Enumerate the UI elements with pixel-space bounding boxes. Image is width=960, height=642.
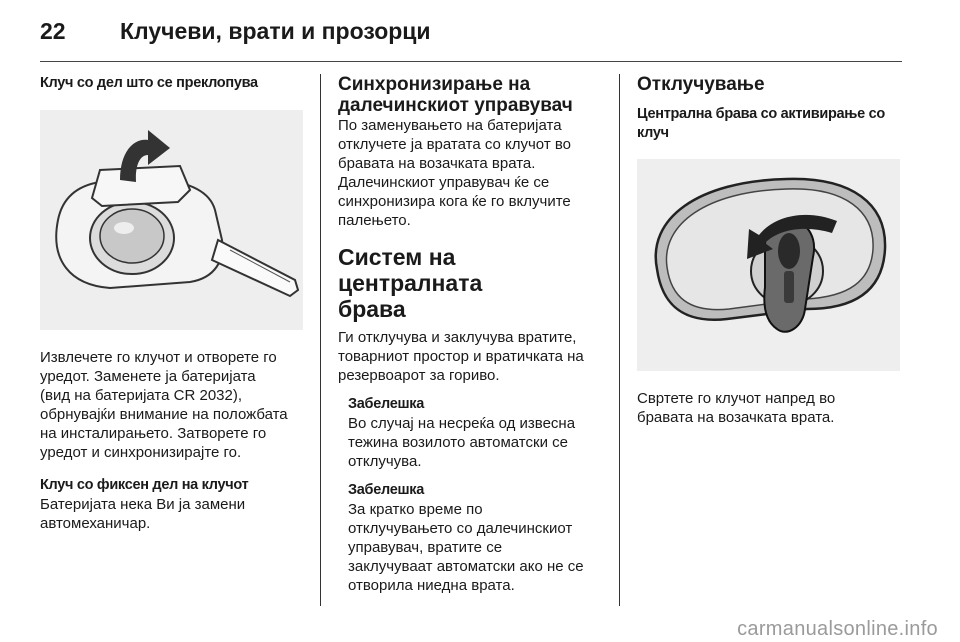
header-divider bbox=[40, 61, 902, 62]
text-line: бравата на возачката врата. bbox=[637, 409, 835, 426]
note-title: Забелешка bbox=[348, 396, 424, 412]
heading-unlocking: Отклучување bbox=[637, 74, 765, 95]
text-line: тежина возилото автоматски се bbox=[348, 434, 568, 451]
page-header bbox=[40, 18, 902, 58]
door-lock-key-icon bbox=[637, 159, 900, 371]
text-line: Во случај на несреќа од извесна bbox=[348, 415, 576, 432]
page-title: Клучеви, врати и прозорци bbox=[120, 18, 431, 44]
page-number: 22 bbox=[40, 18, 66, 44]
note-text bbox=[348, 414, 606, 471]
heading-line: Синхронизирање на bbox=[338, 74, 531, 95]
section-title-folding-key: Клуч со дел што се преклопува bbox=[40, 75, 258, 91]
section2-text bbox=[40, 495, 305, 533]
note-text bbox=[348, 500, 606, 595]
text-line: Далечинскиот управувач ќе се bbox=[338, 174, 550, 191]
text-line: резервоарот за гориво. bbox=[338, 367, 500, 384]
folding-key-battery-icon bbox=[40, 110, 303, 330]
text-line: автомеханичар. bbox=[40, 515, 151, 532]
unlocking-text bbox=[637, 389, 905, 427]
section-title-fixed-key: Клуч со фиксен дел на клучот bbox=[40, 477, 249, 493]
text-line: Свртете го клучот напред во bbox=[637, 390, 836, 407]
text-line: Извлечете го клучот и отворете го bbox=[40, 349, 277, 366]
column-2 bbox=[338, 74, 606, 595]
central-lock-text bbox=[338, 328, 606, 385]
note-2 bbox=[348, 481, 606, 595]
text-line: Ги отклучува и заклучува вратите, bbox=[338, 329, 577, 346]
heading-line: брава bbox=[338, 296, 406, 322]
heading-line: Систем на централната bbox=[338, 244, 483, 296]
column-divider-2 bbox=[619, 74, 620, 606]
heading-line: Централна брава со активирање со bbox=[637, 106, 885, 122]
sync-text bbox=[338, 116, 606, 230]
heading-sync-remote bbox=[338, 74, 606, 116]
heading-line: клуч bbox=[637, 125, 669, 141]
text-line: товарниот простор и вратичката на bbox=[338, 348, 584, 365]
text-line: За кратко време по bbox=[348, 501, 483, 518]
note-title: Забелешка bbox=[348, 482, 424, 498]
text-line: заклучуваат автоматски ако не се bbox=[348, 558, 584, 575]
column-divider-1 bbox=[320, 74, 321, 606]
text-line: По заменувањето на батеријата bbox=[338, 117, 562, 134]
text-line: отклучува. bbox=[348, 453, 422, 470]
heading-central-lock bbox=[338, 244, 606, 322]
text-line: (вид на батеријата CR 2032), bbox=[40, 387, 243, 404]
heading-line: далечинскиот управувач bbox=[338, 95, 573, 116]
subheading-key-central-lock bbox=[637, 105, 905, 143]
column-1 bbox=[40, 74, 305, 533]
text-line: управувач, вратите се bbox=[348, 539, 503, 556]
section1-text bbox=[40, 348, 305, 462]
text-line: уредот и синхронизирајте го. bbox=[40, 444, 242, 461]
text-line: отклучете ја вратата со клучот во bbox=[338, 136, 571, 153]
text-line: палењето. bbox=[338, 212, 411, 229]
note-1 bbox=[348, 395, 606, 471]
text-line: отворила ниедна врата. bbox=[348, 577, 515, 594]
text-line: обрнувајќи внимание на положбата bbox=[40, 406, 288, 423]
text-line: уредот. Заменете ја батеријата bbox=[40, 368, 256, 385]
text-line: Батеријата нека Ви ја замени bbox=[40, 496, 246, 513]
text-line: синхронизира кога ќе го вклучите bbox=[338, 193, 571, 210]
text-line: отклучувањето со далечинскиот bbox=[348, 520, 573, 537]
column-3 bbox=[637, 74, 905, 427]
text-line: бравата на возачката врата. bbox=[338, 155, 536, 172]
watermark: carmanualsonline.info bbox=[737, 618, 938, 640]
text-line: на инсталирањето. Затворете го bbox=[40, 425, 267, 442]
